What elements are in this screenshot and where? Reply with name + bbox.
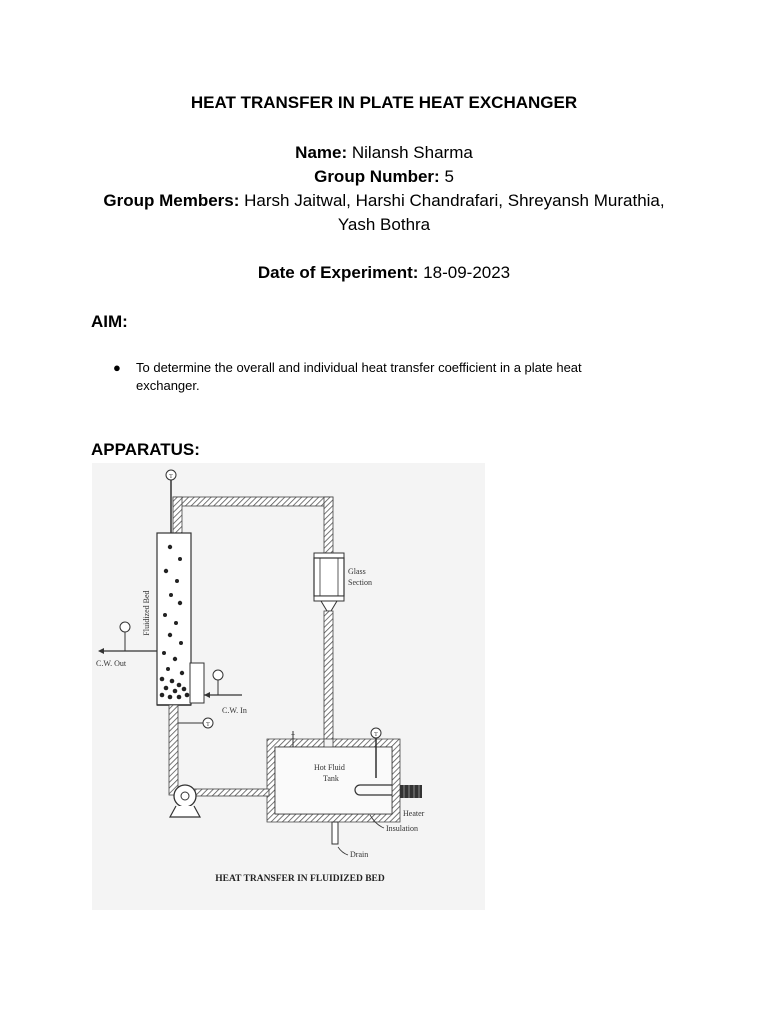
apparatus-heading: APPARATUS: <box>91 440 200 459</box>
fluidized-bed-label: Fluidized Bed <box>142 590 151 636</box>
svg-text:⌶: ⌶ <box>290 733 296 741</box>
hot-fluid-tank <box>267 731 400 822</box>
cw-out-label: C.W. Out <box>96 659 127 668</box>
svg-text:T: T <box>206 722 210 728</box>
cw-in-connection <box>204 670 247 715</box>
svg-text:T: T <box>374 732 378 738</box>
diagram-caption: HEAT TRANSFER IN FLUIDIZED BED <box>215 874 385 884</box>
aim-text-line-1: To determine the overall and individual heat transfer coefficient in a plate heat <box>136 360 582 375</box>
group-members-line-2 <box>0 215 768 235</box>
group-members-value: Harsh Jaitwal, Harshi Chandrafari, Shreyansh Murathia, <box>244 191 665 210</box>
group-number-value: 5 <box>444 167 454 186</box>
date-value: 18-09-2023 <box>423 263 511 282</box>
date-label: Date of Experiment: <box>257 263 419 282</box>
group-number-line <box>0 167 768 187</box>
apparatus-diagram <box>92 463 485 910</box>
group-number-label: Group Number: <box>314 167 440 186</box>
heater-label: Heater <box>403 809 425 818</box>
riser-pipe <box>324 611 333 739</box>
pump-icon <box>170 785 269 817</box>
glass-section-label-1: Glass <box>348 567 366 576</box>
aim-text <box>136 359 636 395</box>
glass-section <box>314 553 372 611</box>
aim-heading: AIM: <box>91 312 128 331</box>
group-members-label: Group Members: <box>103 191 240 210</box>
column-feed-pipe <box>169 705 213 795</box>
name-value: Nilansh Sharma <box>351 143 473 162</box>
bullet-icon: ● <box>113 360 121 375</box>
name-line <box>0 143 768 163</box>
document-title: HEAT TRANSFER IN PLATE HEAT EXCHANGER <box>190 93 578 112</box>
apparatus-diagram-svg <box>92 463 485 910</box>
date-line <box>0 263 768 283</box>
drain-outlet <box>332 822 368 859</box>
drain-label: Drain <box>350 850 369 859</box>
group-members-value-2: Yash Bothra <box>337 215 431 234</box>
top-return-pipe <box>173 497 333 553</box>
group-members-line <box>0 191 768 211</box>
cw-in-label: C.W. In <box>222 706 247 715</box>
hot-fluid-label-1: Hot Fluid <box>314 763 345 772</box>
hot-fluid-label-2: Tank <box>323 774 339 783</box>
name-label: Name: <box>295 143 348 162</box>
svg-text:T: T <box>169 474 173 480</box>
aim-text-line-2: exchanger. <box>136 378 200 393</box>
insulation-label: Insulation <box>386 824 418 833</box>
glass-section-label-2: Section <box>348 578 372 587</box>
